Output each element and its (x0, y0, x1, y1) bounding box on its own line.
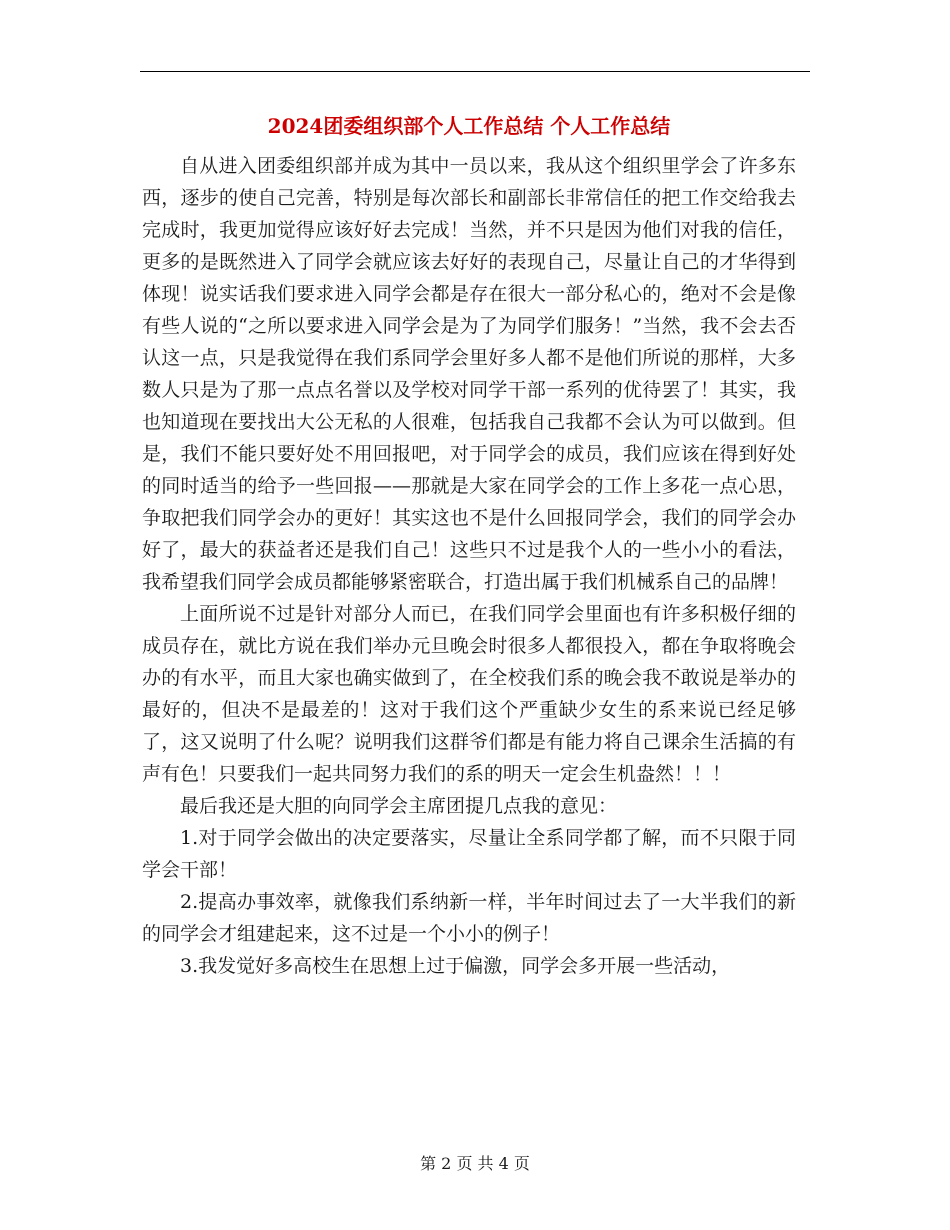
header-rule (140, 71, 810, 72)
list-item-2: 2.提高办事效率，就像我们系纳新一样，半年时间过去了一大半我们的新的同学会才组建起来，这不过是一个小小的例子！ (142, 891, 796, 945)
list-item-1: 1.对于同学会做出的决定要落实，尽量让全系同学都了解，而不只限于同学会干部！ (142, 827, 796, 881)
document-body (142, 104, 796, 982)
document-title: 2024团委组织部个人工作总结 个人工作总结 (267, 114, 671, 138)
paragraph-1: 自从进入团委组织部并成为其中一员以来，我从这个组织里学会了许多东西，逐步的使自己完善，特别是每次部长和副部长非常信任的把工作交给我去完成时，我更加觉得应该好好去完成！当然，并不只是因为他们对我的信任，更多的是既然进入了同学会就应该去好好的表现自己，尽量让自己的才华得到体现！说实话我们要求进入同学会都是存在很大一部分私心的，绝对不会是像有些人说的“之所以要求进入同学会是为了为同学们服务！”当然，我不会去否认这一点，只是我觉得在我们系同学会里好多人都不是他们所说的那样，大多数人只是为了那一点点名誉以及学校对同学干部一系列的优待罢了！其实，我也知道现在要找出大公无私的人很难，包括我自己我都不会认为可以做到。但是，我们不能只要好处不用回报吧，对于同学会的成员，我们应该在得到好处的同时适当的给予一些回报——那就是大家在同学会的工作上多花一点心思，争取把我们同学会办的更好！其实这也不是什么回报同学会，我们的同学会办好了，最大的获益者还是我们自己！这些只不过是我个人的一些小小的看法，我希望我们同学会成员都能够紧密联合，打造出属于我们机械系自己的品牌！ (142, 155, 796, 593)
list-item-3: 3.我发觉好多高校生在思想上过于偏激，同学会多开展一些活动， (180, 955, 731, 977)
page-number: 第 2 页 共 4 页 (420, 1154, 530, 1173)
paragraph-2: 上面所说不过是针对部分人而已，在我们同学会里面也有许多积极仔细的成员存在，就比方说在我们举办元旦晚会时很多人都很投入，都在争取将晚会办的有水平，而且大家也确实做到了，在全校我们系的晚会我不敢说是举办的最好的，但决不是最差的！这对于我们这个严重缺少女生的系来说已经足够了，这又说明了什么呢？说明我们这群爷们都是有能力将自己课余生活搞的有声有色！只要我们一起共同努力我们的系的明天一定会生机盎然！！！ (142, 603, 796, 785)
paragraph-3: 最后我还是大胆的向同学会主席团提几点我的意见： (180, 795, 618, 817)
